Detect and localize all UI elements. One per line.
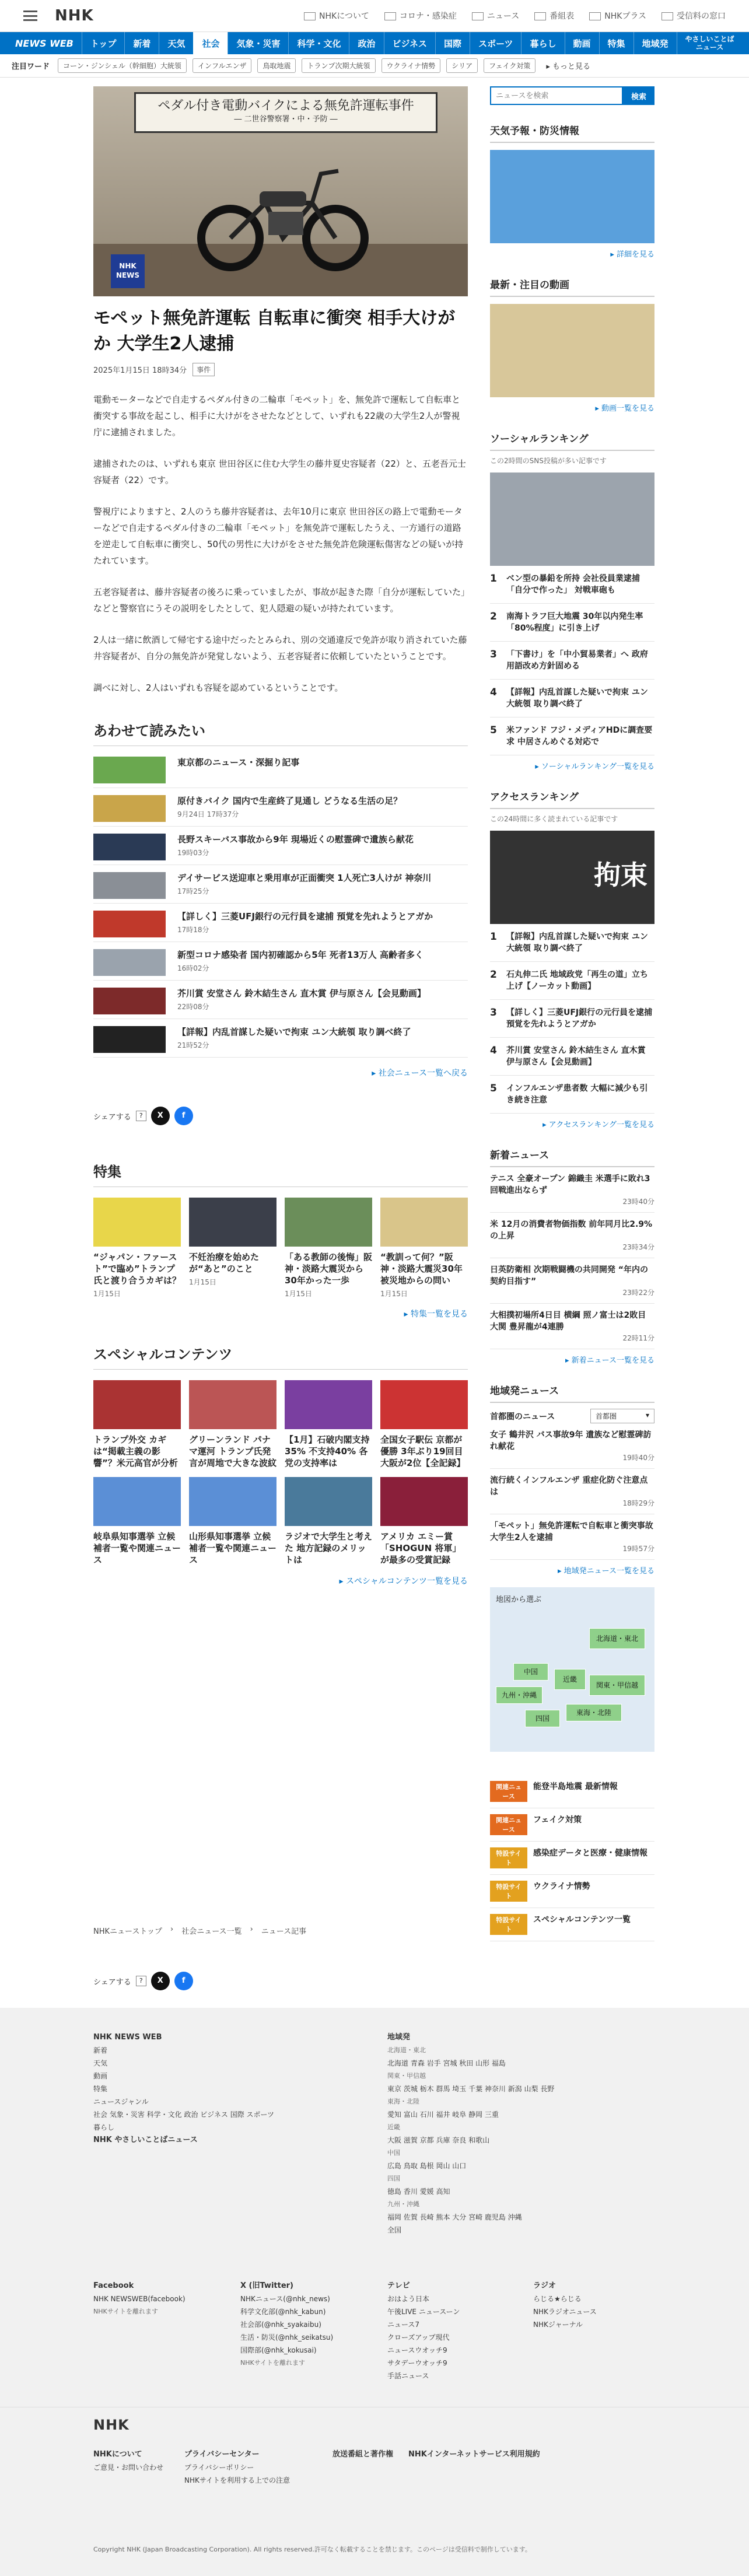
- map-region-kanto[interactable]: 関東・甲信越: [589, 1675, 645, 1696]
- breadcrumb-item[interactable]: NHKニューストップ: [93, 1927, 162, 1936]
- related-item[interactable]: 新型コロナ感染者 国内初確認から5年 死者13万人 高齢者多く 16時02分: [93, 942, 468, 981]
- map-region-kinki[interactable]: 近畿: [554, 1669, 586, 1690]
- nav-sports[interactable]: スポーツ: [470, 32, 521, 54]
- region-selector-row: 首都圏のニュース 首都圏 ▾: [490, 1409, 654, 1423]
- trending-more-link[interactable]: ▸ もっと見る: [546, 62, 591, 71]
- weather-more-link[interactable]: ▸ 詳細を見る: [610, 250, 654, 259]
- hot-topic-item[interactable]: 特設サイト 感染症データと医療・健康情報: [490, 1842, 654, 1875]
- footer-link[interactable]: 天気: [93, 2059, 108, 2067]
- footer-link[interactable]: NHK やさしいことばニュース: [93, 2136, 198, 2144]
- newest-heading: 新着ニュース: [490, 1141, 654, 1167]
- breadcrumb-item: ニュース記事: [261, 1927, 307, 1936]
- footer-link[interactable]: 放送番組と著作権: [332, 2450, 394, 2459]
- footer-link[interactable]: ニュースウオッチ9: [387, 2346, 447, 2354]
- schedule-icon: [534, 12, 546, 20]
- footer-region: 地域発 北海道・東北 北海道 青森 岩手 宮城 秋田 山形 福島 関東・甲信越 東京 茨城 栃木 群馬 埼玉 千葉 神奈川 新潟 山梨 長野 東海・北陸 愛知 富山 石川 福井 岐阜 静岡 三重 近畿 大阪 滋賀 京都 兵庫 奈良 和歌山 中国 広島 鳥取 島根 岡山 山口 四国 徳島 香川 愛媛 高知 九州・沖縄 福岡 佐賀 長崎 熊本 大分 宮崎 鹿児島 沖縄 全国: [387, 2033, 555, 2234]
- footer-link[interactable]: らじる★らじる: [533, 2295, 582, 2303]
- trending-tag[interactable]: ウクライナ情勢: [382, 58, 441, 73]
- nav-science[interactable]: 科学・文化: [288, 32, 349, 54]
- article-category[interactable]: 事件: [192, 363, 215, 376]
- special-card[interactable]: グリーンランド パナマ運河 トランプ氏発言が周地で大きな波紋: [189, 1380, 276, 1469]
- social-ranking-list: [490, 566, 654, 755]
- special-card[interactable]: 全国女子駅伝 京都が優勝 3年ぶり19回目 大阪が2位【全記録】: [380, 1380, 468, 1469]
- region-more-link[interactable]: ▸ 地域発ニュース一覧を見る: [557, 1567, 654, 1576]
- facebook-share-icon[interactable]: f: [174, 1107, 193, 1125]
- footer-link[interactable]: 新着: [93, 2046, 108, 2054]
- ranking-item[interactable]: 4 芥川賞 安堂さん 鈴木結生さん 直木賞 伊与原さん【会見動画】: [490, 1038, 654, 1076]
- newest-more-link[interactable]: ▸ 新着ニュース一覧を見る: [565, 1356, 654, 1365]
- related-thumb: [93, 872, 166, 899]
- copyright: Copyright NHK (Japan Broadcasting Corporation). All rights reserved.許可なく転載することを禁じます。このページは受信料で制作しています。: [93, 2546, 531, 2553]
- ranking-item[interactable]: 5 インフルエンザ患者数 大幅に減少も引き続き注意: [490, 1076, 654, 1114]
- header-link-schedule[interactable]: 番組表: [534, 10, 574, 22]
- ranking-item[interactable]: 2 南海トラフ巨大地震 30年以内発生率「80%程度」に引き上げ: [490, 604, 654, 642]
- nhk-icon: [304, 12, 316, 20]
- play-icon: [589, 12, 601, 20]
- nav-video[interactable]: 動画: [565, 32, 599, 54]
- news-item[interactable]: 日英防衛相 次期戦闘機の共同開発 “年内の契約目指す” 23時22分: [490, 1258, 654, 1304]
- article-hero-image: [93, 86, 468, 296]
- trending-label: 注目ワード: [12, 62, 50, 71]
- footer-link[interactable]: 科学文化部(@nhk_kabun): [240, 2308, 326, 2316]
- region-map: 地図から選ぶ 北海道・東北 関東・甲信越 近畿 中国 九州・沖縄 四国 東海・北陸: [490, 1587, 654, 1752]
- trending-words: [0, 54, 749, 78]
- social-ranking-image[interactable]: [490, 473, 654, 566]
- feature-card[interactable]: “教訓って何？”阪神・淡路大震災30年 被災地からの問い 1月15日: [380, 1198, 468, 1298]
- map-region-chugoku[interactable]: 中国: [513, 1663, 548, 1681]
- footer-link[interactable]: 動画: [93, 2072, 108, 2080]
- social-ranking-more-link[interactable]: ▸ ソーシャルランキング一覧を見る: [535, 762, 654, 771]
- ranking-item[interactable]: 1 【詳報】内乱首謀した疑いで拘束 ユン大統領 取り調べ終了: [490, 924, 654, 962]
- weather-map-image[interactable]: [490, 150, 654, 243]
- article-paragraph: 電動モーターなどで自走するペダル付きの二輪車「モペット」を、無免許で運転して自転車と衝突する事故を起こし、相手に大けがをさせたなどとして、いずれも22歳の大学生2人が警視庁に逮捕されました。: [93, 394, 461, 438]
- footer-link[interactable]: 社会部(@nhk_syakaibu): [240, 2320, 321, 2329]
- search-box: [490, 86, 654, 105]
- nav-international[interactable]: 国際: [435, 32, 470, 54]
- special-card[interactable]: アメリカ エミー賞「SHOGUN 将軍」が最多の受賞記録: [380, 1477, 468, 1566]
- nav-top[interactable]: トップ: [82, 32, 125, 54]
- help-icon[interactable]: ?: [136, 1976, 146, 1986]
- related-thumb: [93, 757, 166, 783]
- article-paragraph: 警視庁によりますと、2人のうち藤井容疑者は、去年10月に東京 世田谷区の路上で電動モーターなどで自走するペダル付きの二輪車「モペット」を無免許で運転したうえ、一方通行の道路を逆走して自転車に衝突し、50代の男性に大けがをさせた無免許危険運転傷害などの疑いが持たれています。: [93, 506, 464, 566]
- video-more-link[interactable]: ▸ 動画一覧を見る: [595, 404, 654, 413]
- related-thumb: [93, 988, 166, 1014]
- feature-image: [285, 1198, 372, 1247]
- footer-link[interactable]: 国際部(@nhk_kokusai): [240, 2346, 317, 2354]
- weather-heading: 天気予報・防災情報: [490, 117, 654, 143]
- article-body: [93, 391, 468, 696]
- footer-link[interactable]: 社会 気象・災害 科学・文化 政治 ビジネス 国際 スポーツ: [93, 2110, 275, 2119]
- news-item[interactable]: テニス 全豪オープン 錦織圭 米選手に敗れ3回戦進出ならず 23時40分: [490, 1167, 654, 1213]
- related-item[interactable]: 【詳しく】三菱UFJ銀行の元行員を逮捕 預覚を先れようとアガか 17時18分: [93, 904, 468, 942]
- share-bar: シェアする ? X f: [93, 1107, 468, 1125]
- footer-radio: ラジオ らじる★らじる NHKラジオニュース NHKジャーナル: [533, 2280, 650, 2331]
- top-header: [0, 0, 749, 32]
- map-region-tokai[interactable]: 東海・北陸: [566, 1704, 622, 1721]
- nav-region[interactable]: 地域発: [634, 32, 677, 54]
- share-bar-bottom: シェアする ? X f: [93, 1972, 193, 1990]
- access-ranking-more-link[interactable]: ▸ アクセスランキング一覧を見る: [542, 1121, 654, 1129]
- virus-icon: [384, 12, 396, 20]
- special-image: [285, 1380, 372, 1429]
- news-web-brand[interactable]: NEWS WEB: [15, 37, 74, 49]
- related-list: [93, 750, 468, 1058]
- footer-link[interactable]: NHKラジオニュース: [533, 2308, 597, 2316]
- news-icon: [472, 12, 484, 20]
- header-link-news[interactable]: ニュース: [472, 10, 519, 22]
- features-more-link[interactable]: ▸ 特集一覧を見る: [404, 1310, 468, 1319]
- special-image: [93, 1380, 181, 1429]
- footer-news-web: NHK NEWS WEB 新着 天気 動画 特集 ニュースジャンル 社会 気象・災害 科学・文化 政治 ビジネス 国際 スポーツ 暮らし NHK やさしいことばニュース: [93, 2031, 350, 2147]
- footer-link[interactable]: プライバシーセンター: [184, 2450, 260, 2459]
- footer-link[interactable]: ニュース7: [387, 2320, 420, 2329]
- video-heading: 最新・注目の動画: [490, 271, 654, 297]
- article-paragraph: 調べに対し、2人はいずれも容疑を認めているということです。: [93, 682, 344, 693]
- moped-bike-image: [195, 156, 370, 273]
- region-list: [490, 1423, 654, 1560]
- footer-link[interactable]: クローズアップ現代: [387, 2333, 450, 2342]
- footer-nhk-logo[interactable]: NHK: [93, 2417, 130, 2433]
- footer: [0, 2008, 749, 2576]
- newest-list: [490, 1167, 654, 1349]
- footer-link[interactable]: 生活・防災(@nhk_seikatsu): [240, 2333, 334, 2342]
- help-icon[interactable]: ?: [136, 1111, 146, 1121]
- special-image: [285, 1477, 372, 1526]
- article-date: 2025年1月15日 18時34分: [93, 366, 187, 375]
- article-paragraph: 五老容疑者は、藤井容疑者の後ろに乗っていましたが、事故が起きた際「自分が運転していた」などと警察官にうその説明をしたとして、犯人隠避の疑いが持たれています。: [93, 587, 466, 614]
- footer-tv: テレビ おはよう日本 午後LIVE ニュースーン ニュース7 クローズアップ現代 ニュースウオッチ9 サタデーウオッチ9 手話ニュース: [387, 2280, 516, 2382]
- x-share-icon[interactable]: X: [151, 1107, 170, 1125]
- related-thumb: [93, 911, 166, 937]
- footer-link[interactable]: NHKインターネットサービス利用規約: [408, 2450, 540, 2459]
- special-more-link[interactable]: ▸ スペシャルコンテンツ一覧を見る: [339, 1577, 468, 1586]
- special-image: [189, 1380, 276, 1429]
- special-heading: スペシャルコンテンツ: [93, 1343, 468, 1370]
- nav-business[interactable]: ビジネス: [384, 32, 436, 54]
- chevron-down-icon: ▾: [645, 1411, 649, 1419]
- facebook-share-icon[interactable]: f: [174, 1972, 193, 1990]
- footer-link[interactable]: 午後LIVE ニュースーン: [387, 2308, 460, 2316]
- trending-tag[interactable]: コーン・ジンシェル（幹細胞）大統領: [58, 58, 187, 73]
- hot-topic-item[interactable]: 特設サイト スペシャルコンテンツ一覧: [490, 1908, 654, 1941]
- nav-easy-news[interactable]: やさしいことば ニュース: [677, 32, 743, 54]
- footer-link[interactable]: 手話ニュース: [387, 2372, 429, 2380]
- special-card[interactable]: 【1月】石破内閣支持35% 不支持40% 各党の支持率は: [285, 1380, 372, 1469]
- footer-link[interactable]: ニュースジャンル: [93, 2098, 149, 2106]
- footer-link[interactable]: 特集: [93, 2085, 108, 2093]
- fee-icon: [662, 12, 673, 20]
- ranking-item[interactable]: 5 米ファンド フジ・メディアHDに調査要求 中居さんめぐる対応で: [490, 718, 654, 755]
- related-item[interactable]: 長野スキーバス事故から9年 現場近くの慰霊碑で遺族ら献花 19時03分: [93, 827, 468, 865]
- header-link-fee[interactable]: 受信料の窓口: [662, 10, 726, 22]
- access-ranking-heading: アクセスランキング: [490, 783, 654, 809]
- nav-new[interactable]: 新着: [124, 32, 159, 54]
- breadcrumb-item[interactable]: 社会ニュース一覧: [181, 1927, 242, 1936]
- footer-link[interactable]: ご意見・お問い合わせ: [93, 2463, 164, 2472]
- map-region-hokkaido-tohoku[interactable]: 北海道・東北: [589, 1628, 645, 1649]
- map-region-kyushu[interactable]: 九州・沖縄: [496, 1686, 542, 1704]
- feature-image: [380, 1198, 468, 1247]
- search-input[interactable]: [490, 86, 623, 105]
- news-item[interactable]: 大相撲初場所4日目 横綱 照ノ富士は2敗目 大関 豊昇龍が4連勝 22時11分: [490, 1304, 654, 1349]
- footer-facebook: Facebook NHK NEWSWEB(facebook) NHKサイトを離れます: [93, 2280, 222, 2318]
- special-image: [189, 1477, 276, 1526]
- access-ranking-image[interactable]: 拘束: [490, 831, 654, 924]
- nav-politics[interactable]: 政治: [349, 32, 383, 54]
- region-heading: 地域発ニュース: [490, 1377, 654, 1403]
- map-region-shikoku[interactable]: 四国: [525, 1710, 560, 1727]
- special-image: [380, 1477, 468, 1526]
- special-grid: [93, 1380, 468, 1566]
- social-ranking-note: この2時間のSNS投稿が多い記事です: [490, 457, 607, 465]
- related-thumb: [93, 949, 166, 976]
- footer-link[interactable]: NHKニュース(@nhk_news): [240, 2295, 330, 2303]
- features-grid: [93, 1198, 468, 1298]
- article-paragraph: 逮捕されたのは、いずれも東京 世田谷区に住む大学生の藤井夏史容疑者（22）と、五老吾元士容疑者（22）です。: [93, 459, 466, 485]
- trending-tag[interactable]: トランプ次期大統領: [302, 58, 375, 73]
- main-column: [93, 86, 468, 1587]
- trending-tag[interactable]: シリア: [446, 58, 478, 73]
- footer-link[interactable]: 暮らし: [93, 2123, 115, 2132]
- footer-link[interactable]: おはよう日本: [387, 2295, 430, 2303]
- global-nav: [0, 32, 749, 54]
- society-list-link[interactable]: ▸ 社会ニュース一覧へ戻る: [372, 1069, 468, 1078]
- x-share-icon[interactable]: X: [151, 1972, 170, 1990]
- related-heading: あわせて読みたい: [93, 719, 468, 746]
- related-item[interactable]: 東京都のニュース・深掘り記事: [93, 750, 468, 788]
- hot-topic-item[interactable]: 関連ニュース 能登半島地震 最新情報: [490, 1775, 654, 1808]
- access-ranking-note: この24時間に多く読まれている記事です: [490, 815, 618, 823]
- hero-banner-text: ペダル付き電動バイクによる無免許運転事件 ― 二世谷警察署・中・予防 ―: [134, 92, 438, 133]
- footer-link[interactable]: NHKジャーナル: [533, 2320, 583, 2329]
- feature-card[interactable]: 不妊治療を始めたが“あと”のこと 1月15日: [189, 1198, 276, 1298]
- special-card[interactable]: ラジオで大学生と考えた 地方記録のメリットは: [285, 1477, 372, 1566]
- news-item[interactable]: 「モペット」無免許運転で自転車と衝突事故 大学生2人を逮捕 19時57分: [490, 1514, 654, 1560]
- header-link-about[interactable]: NHKについて: [304, 10, 369, 22]
- nhk-news-badge: NHK NEWS: [111, 254, 145, 288]
- special-image: [380, 1380, 468, 1429]
- article-meta: [93, 363, 468, 376]
- related-item[interactable]: デイサービス送迎車と乗用車が正面衝突 1人死亡3人けが 神奈川 17時25分: [93, 865, 468, 904]
- related-item[interactable]: 【詳報】内乱首謀した疑いで拘束 ユン大統領 取り調べ終了 21時52分: [93, 1019, 468, 1058]
- related-thumb: [93, 1026, 166, 1053]
- hot-topic-item[interactable]: 関連ニュース フェイク対策: [490, 1808, 654, 1842]
- related-thumb: [93, 795, 166, 822]
- news-item[interactable]: 流行続くインフルエンザ 重症化防ぐ注意点は 18時29分: [490, 1469, 654, 1514]
- access-ranking-list: [490, 924, 654, 1114]
- footer-x: X (旧Twitter) NHKニュース(@nhk_news) 科学文化部(@nhk_kabun) 社会部(@nhk_syakaibu) 生活・防災(@nhk_seikatsu) 国際部(@nhk_kokusai) NHKサイトを離れます: [240, 2280, 369, 2370]
- special-card[interactable]: 岐阜県知事選挙 立候補者一覧や関連ニュース: [93, 1477, 181, 1566]
- footer-link[interactable]: サタデーウオッチ9: [387, 2359, 447, 2367]
- ranking-item[interactable]: 3 「下書け」を「中小貿易業者」へ 政府 用語改め方針固める: [490, 642, 654, 680]
- nav-feature[interactable]: 特集: [599, 32, 634, 54]
- article-paragraph: 2人は一緒に飲酒して帰宅する途中だったとみられ、別の交通違反で免許が取り消されていた藤井容疑者が、自分の無免許が発覚しないよう、五老容疑者に依頼していたということです。: [93, 635, 467, 662]
- hot-topics: [490, 1775, 654, 1941]
- related-item[interactable]: 芥川賞 安堂さん 鈴木結生さん 直木賞 伊与原さん【会見動画】 22時08分: [93, 981, 468, 1019]
- nav-disaster[interactable]: 気象・災害: [228, 32, 288, 54]
- ranking-item[interactable]: 3 【詳しく】三菱UFJ銀行の元行員を逮捕 預覚を先れようとアガか: [490, 1000, 654, 1038]
- video-thumbnail[interactable]: [490, 304, 654, 397]
- related-thumb: [93, 834, 166, 860]
- feature-image: [93, 1198, 181, 1247]
- special-image: [93, 1477, 181, 1526]
- hot-topic-item[interactable]: 特設サイト ウクライナ情勢: [490, 1875, 654, 1908]
- article-title: モペット無免許運転 自転車に衝突 相手大けがか 大学生2人逮捕: [93, 308, 456, 354]
- news-item[interactable]: 米 12月の消費者物価指数 前年同月比2.9%の上昇 23時34分: [490, 1213, 654, 1258]
- nav-society[interactable]: 社会: [193, 32, 228, 54]
- trending-tag[interactable]: 鳥取地震: [257, 58, 296, 73]
- nav-weather[interactable]: 天気: [159, 32, 193, 54]
- social-ranking-heading: ソーシャルランキング: [490, 425, 654, 451]
- header-link-corona[interactable]: コロナ・感染症: [384, 10, 457, 22]
- nhk-logo[interactable]: NHK: [55, 7, 94, 24]
- news-item[interactable]: 女子 鶴井沢 バス事故9年 遺族など慰霊碑訪れ献花 19時40分: [490, 1423, 654, 1469]
- ranking-item[interactable]: 4 【詳報】内乱首謀した疑いで拘束 ユン大統領 取り調べ終了: [490, 680, 654, 718]
- special-card[interactable]: トランプ外交 カギは“掲載主義の影響”？米元高官が分析: [93, 1380, 181, 1469]
- footer-link[interactable]: NHK NEWSWEB(facebook): [93, 2295, 186, 2303]
- nav-life[interactable]: 暮らし: [521, 32, 564, 54]
- trending-tag[interactable]: インフルエンザ: [192, 58, 252, 73]
- special-card[interactable]: 山形県知事選挙 立候補者一覧や関連ニュース: [189, 1477, 276, 1566]
- region-select[interactable]: 首都圏 ▾: [590, 1409, 654, 1423]
- breadcrumb: NHKニューストップ › 社会ニュース一覧 › ニュース記事: [93, 1925, 307, 1936]
- menu-icon[interactable]: [23, 10, 37, 21]
- ranking-item[interactable]: 2 石丸伸二氏 地域政党「再生の道」立ち上げ【ノーカット動画】: [490, 962, 654, 1000]
- ranking-item[interactable]: 1 ベン型の暴鉛を所持 会社役員業逮捕「自分で作った」 対戦車砲も: [490, 566, 654, 604]
- sidebar: [490, 86, 654, 1941]
- footer-link[interactable]: NHKサイトを利用する上での注意: [184, 2476, 290, 2484]
- header-links: [304, 10, 726, 22]
- features-heading: 特集: [93, 1160, 468, 1187]
- related-item[interactable]: 原付きバイク 国内で生産終了見通し どうなる生活の足？ 9月24日 17時37分: [93, 788, 468, 827]
- feature-card[interactable]: 「ある教師の後悔」阪神・淡路大震災から30年かった一歩 1月15日: [285, 1198, 372, 1298]
- search-button[interactable]: 検索: [623, 86, 654, 105]
- feature-image: [189, 1198, 276, 1247]
- footer-link[interactable]: NHKについて: [93, 2450, 142, 2459]
- feature-card[interactable]: “ジャパン・ファースト”で臨め”トランプ氏と渡り合うカギは？ 1月15日: [93, 1198, 181, 1298]
- header-link-plus[interactable]: NHKプラス: [589, 10, 646, 22]
- trending-tag[interactable]: フェイク対策: [484, 58, 536, 73]
- footer-link[interactable]: プライバシーポリシー: [184, 2463, 254, 2472]
